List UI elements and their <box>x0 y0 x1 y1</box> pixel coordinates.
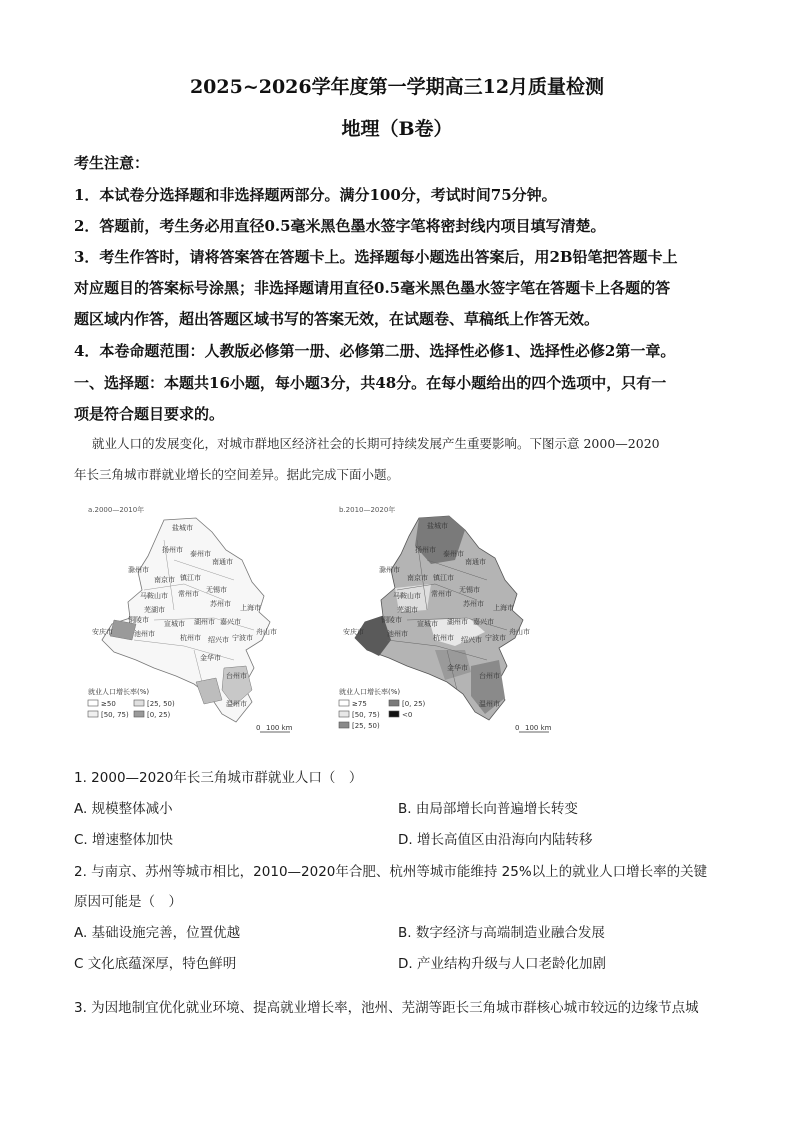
map-a-2000-2010 <box>84 500 294 745</box>
map-a-city: 温州市 <box>226 700 247 708</box>
map-b-city: 杭州市 <box>433 634 454 642</box>
map-a-legend-swatch <box>88 700 98 706</box>
map-a-city: 无锡市 <box>206 586 227 594</box>
map-a-city: 芜湖市 <box>144 606 165 614</box>
map-b-city: 盐城市 <box>427 522 448 530</box>
map-b-city: 扬州市 <box>415 546 436 554</box>
question-3-stem-line-1: 3. 为因地制宜优化就业环境、提高就业增长率，池州、芜湖等距长三角城市群核心城市较远的边缘节点城 <box>74 1000 699 1016</box>
question-2-option-d[interactable]: D. 产业结构升级与人口老龄化加剧 <box>398 956 606 972</box>
notice-item-3-line-3: 题区域内作答，超出答题区域书写的答案无效，在试题卷、草稿纸上作答无效。 <box>74 310 600 328</box>
map-b-legend-title: 就业人口增长率(%) <box>339 688 401 696</box>
map-a-city: 扬州市 <box>162 546 183 554</box>
question-2-option-c[interactable]: C 文化底蕴深厚，特色鲜明 <box>74 956 237 972</box>
passage-line-2: 年长三角城市群就业增长的空间差异。据此完成下面小题。 <box>74 467 400 482</box>
map-a-legend-label: [25, 50) <box>147 700 175 708</box>
map-b-city: 湖州市 <box>447 618 468 626</box>
map-b-scale-zero: 0 <box>515 724 520 732</box>
question-1-option-a[interactable]: A. 规模整体减小 <box>74 801 173 817</box>
notice-heading: 考生注意： <box>74 154 150 172</box>
map-a-legend-label: [0, 25) <box>147 711 171 719</box>
map-a-city: 嘉兴市 <box>220 618 241 626</box>
map-b-legend-swatch <box>339 711 349 717</box>
map-b-city: 宁波市 <box>485 634 506 642</box>
map-a-legend-title: 就业人口增长率(%) <box>88 688 150 696</box>
map-b-city: 镇江市 <box>433 574 454 582</box>
notice-item-3-line-1: 3．考生作答时，请将答案答在答题卡上。选择题每小题选出答案后，用2B铅笔把答题卡上 <box>74 248 678 266</box>
map-a-city: 滁州市 <box>128 566 149 574</box>
map-b-city: 池州市 <box>387 630 408 638</box>
map-a-city: 泰州市 <box>190 550 211 558</box>
map-a-city: 湖州市 <box>194 618 215 626</box>
map-b-legend-swatch <box>389 711 399 717</box>
map-a-city: 镇江市 <box>180 574 201 582</box>
map-b-city: 绍兴市 <box>461 636 482 644</box>
question-2-stem-line-2: 原因可能是（ ） <box>74 894 182 910</box>
map-b-2010-2020 <box>335 500 555 745</box>
map-b-city: 温州市 <box>479 700 500 708</box>
map-a-city: 池州市 <box>134 630 155 638</box>
map-a-city: 安庆市 <box>92 628 113 636</box>
map-b-legend-label: [0, 25) <box>402 700 426 708</box>
map-b-city: 铜陵市 <box>381 616 402 624</box>
map-b-city: 安庆市 <box>343 628 364 636</box>
map-b-legend-label: [50, 75) <box>352 711 380 719</box>
map-a-city: 金华市 <box>200 654 221 662</box>
map-b-city: 舟山市 <box>509 628 530 636</box>
map-a-city: 铜陵市 <box>128 616 149 624</box>
map-b-city: 芜湖市 <box>397 606 418 614</box>
notice-item-1: 1．本试卷分选择题和非选择题两部分。满分100分，考试时间75分钟。 <box>74 186 557 204</box>
map-a-city: 南京市 <box>154 576 175 584</box>
map-a-legend-swatch <box>88 711 98 717</box>
map-a-city: 常州市 <box>178 590 199 598</box>
map-b-legend-label: ≥75 <box>352 700 367 708</box>
map-b-city: 台州市 <box>479 672 500 680</box>
map-a-city: 盐城市 <box>172 524 193 532</box>
map-a-legend-label: ≥50 <box>101 700 116 708</box>
map-b-city: 常州市 <box>431 590 452 598</box>
map-b-city: 泰州市 <box>443 550 464 558</box>
map-a-legend-swatch <box>134 711 144 717</box>
map-a-city: 台州市 <box>226 672 247 680</box>
notice-item-3-line-2: 对应题目的答案标号涂黑；非选择题请用直径0.5毫米黑色墨水签字笔在答题卡上各题的答 <box>74 279 671 297</box>
map-a-city: 杭州市 <box>180 634 201 642</box>
passage-line-1: 就业人口的发展变化，对城市群地区经济社会的长期可持续发展产生重要影响。下图示意 2000—2020 <box>92 436 660 451</box>
map-b-city: 南京市 <box>407 574 428 582</box>
question-2-stem-line-1: 2. 与南京、苏州等城市相比，2010—2020年合肥、杭州等城市能维持 25%以上的就业人口增长率的关键 <box>74 864 708 880</box>
question-2-option-b[interactable]: B. 数字经济与高端制造业融合发展 <box>398 925 605 941</box>
map-b-city: 滁州市 <box>379 566 400 574</box>
map-a-title: a.2000—2010年 <box>88 506 145 514</box>
map-a-city: 绍兴市 <box>208 636 229 644</box>
question-1-option-b[interactable]: B. 由局部增长向普遍增长转变 <box>398 801 578 817</box>
map-a-scale-label: 100 km <box>266 724 293 732</box>
map-b-legend-swatch <box>339 700 349 706</box>
map-b-legend-label: <0 <box>402 711 413 719</box>
section-heading-line-1: 一、选择题：本题共16小题，每小题3分，共48分。在每小题给出的四个选项中，只有一 <box>74 374 667 392</box>
map-b-scale-label: 100 km <box>525 724 552 732</box>
map-b-legend-label: [25, 50) <box>352 722 380 730</box>
map-b-title: b.2010—2020年 <box>339 506 396 514</box>
map-b-city: 宣城市 <box>417 620 438 628</box>
map-b-city: 南通市 <box>465 558 486 566</box>
exam-title: 2025~2026学年度第一学期高三12月质量检测 <box>189 76 605 98</box>
map-a-legend-label: [50, 75) <box>101 711 129 719</box>
map-b-city: 马鞍山市 <box>393 592 421 600</box>
section-heading-line-2: 项是符合题目要求的。 <box>74 405 225 423</box>
notice-item-4: 4．本卷命题范围：人教版必修第一册、必修第二册、选择性必修1、选择性必修2第一章。 <box>74 342 676 360</box>
map-b-legend-swatch <box>339 722 349 728</box>
map-a-city: 马鞍山市 <box>140 592 168 600</box>
map-b-city: 嘉兴市 <box>473 618 494 626</box>
map-a-city: 舟山市 <box>256 628 277 636</box>
question-2-option-a[interactable]: A. 基础设施完善，位置优越 <box>74 925 241 941</box>
question-1-stem: 1. 2000—2020年长三角城市群就业人口（ ） <box>74 770 363 786</box>
map-b-city: 金华市 <box>447 664 468 672</box>
notice-item-2: 2．答题前，考生务必用直径0.5毫米黑色墨水签字笔将密封线内项目填写清楚。 <box>74 217 606 235</box>
map-b-city: 苏州市 <box>463 600 484 608</box>
question-1-option-d[interactable]: D. 增长高值区由沿海向内陆转移 <box>398 832 593 848</box>
map-a-city: 宁波市 <box>232 634 253 642</box>
exam-subtitle: 地理（B卷） <box>341 118 453 140</box>
map-b-city: 无锡市 <box>459 586 480 594</box>
map-a-city: 上海市 <box>240 604 261 612</box>
map-a-city: 宣城市 <box>164 620 185 628</box>
map-a-legend-swatch <box>134 700 144 706</box>
map-b-legend-swatch <box>389 700 399 706</box>
question-1-option-c[interactable]: C. 增速整体加快 <box>74 832 174 848</box>
map-a-city: 南通市 <box>212 558 233 566</box>
map-a-city: 苏州市 <box>210 600 231 608</box>
map-b-city: 上海市 <box>493 604 514 612</box>
map-a-scale-zero: 0 <box>256 724 261 732</box>
